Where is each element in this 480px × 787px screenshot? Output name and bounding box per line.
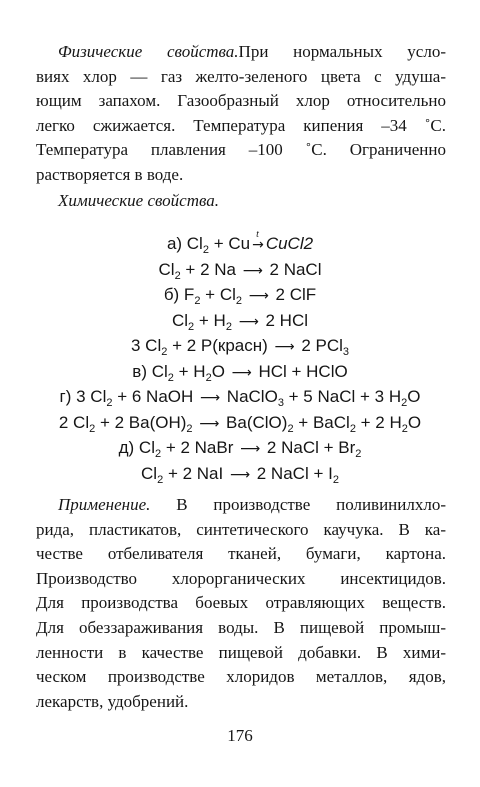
formula-text: + 2 P(красн) [167, 336, 273, 355]
formula-text: Cl [171, 310, 189, 330]
formula-text: б) F [163, 285, 195, 304]
subscript: 2 [89, 422, 96, 435]
formula-text: 2 Cl [58, 412, 90, 432]
subscript: 2 [401, 422, 408, 435]
subscript: 2 [332, 473, 339, 486]
formula-text: + 5 NaCl + 3 H [283, 387, 402, 406]
reaction-arrow: ⟶ [242, 262, 263, 279]
equation-line [0, 436, 480, 462]
reaction-arrow: ⟶ [229, 466, 251, 483]
paragraph-lead-in: Применение. [58, 495, 151, 514]
line-text: легко сжижается. Температура кипения –34 ˚С. [36, 115, 446, 135]
application-text-line [36, 591, 446, 616]
reaction-arrow: ⟶ [274, 339, 295, 355]
formula-text: + 2 NaBr [161, 438, 239, 457]
subscript: 2 [167, 371, 174, 384]
application-text-line [36, 542, 446, 567]
subscript: 2 [287, 422, 294, 435]
reaction-arrow: ⟶ [231, 364, 252, 381]
line-text: Температура плавления –100 ˚С. Ограниченно [36, 140, 446, 160]
equation-line [0, 385, 480, 411]
formula-text: 2 NaCl + Br [262, 438, 356, 457]
formula-text: + 2 NaI [163, 463, 228, 483]
subscript: 2 [161, 346, 168, 358]
physical-text-line [36, 40, 446, 65]
reaction-arrow: ⟶ [199, 415, 220, 432]
subscript: 2 [235, 295, 243, 307]
subscript: 3 [277, 397, 284, 409]
application-text-line [36, 493, 446, 518]
subscript: 2 [174, 269, 181, 282]
formula-text: д) Cl [118, 438, 155, 457]
application-text-line [36, 567, 446, 592]
physical-text-line [36, 163, 446, 188]
application-paragraph [36, 493, 446, 714]
formula-text: Ba(ClO) [221, 412, 288, 432]
formula-text: 2 ClF [270, 285, 317, 304]
formula-text: + BaCl [293, 412, 350, 432]
line-text: В производстве поливинилхло- [150, 495, 446, 514]
formula-text: + Cu [208, 234, 251, 253]
subscript: 2 [202, 244, 209, 256]
formula-text: O [407, 387, 421, 406]
formula-text: HCl + HClO [253, 361, 348, 381]
formula-text: + H [194, 310, 226, 330]
reaction-condition: t [256, 229, 259, 240]
formula-text: Cl [141, 463, 158, 483]
formula-text: 3 Cl [130, 336, 162, 355]
physical-text-line [36, 65, 446, 90]
formula-text: + Cl [200, 285, 236, 304]
physical-text-line [36, 138, 446, 163]
subscript: 3 [342, 346, 350, 358]
application-text-line [36, 518, 446, 543]
subscript: 2 [106, 397, 113, 409]
formula-text: 2 NaCl + I [252, 463, 333, 483]
subscript: 2 [186, 422, 193, 435]
chemical-equations-block [0, 229, 480, 487]
equation-line [0, 360, 480, 386]
page-number: 176 [227, 726, 253, 745]
formula-text: O [407, 412, 422, 432]
subscript: 2 [205, 371, 212, 384]
equation-line [0, 309, 480, 335]
application-text-line [36, 641, 446, 666]
line-text: Для производства боевых отравляющих веществ. [36, 593, 446, 613]
formula-text: + 2 Na [180, 259, 241, 279]
formula-text: CuCl2 [265, 234, 314, 253]
line-text: Производство хлорорганических инсектицидов. [36, 568, 446, 588]
subscript: 2 [154, 448, 162, 460]
reaction-arrow: ⟶ [200, 390, 221, 406]
arrow-with-condition [250, 229, 266, 258]
line-text: растворяется в воде. [36, 164, 184, 184]
reaction-arrow: ⟶ [248, 288, 269, 304]
paragraph-lead-in: Физические свойства. [58, 42, 239, 61]
equation-line [0, 334, 480, 360]
subscript: 2 [355, 448, 362, 460]
formula-text: а) Cl [166, 234, 203, 253]
formula-text: г) 3 Cl [59, 387, 107, 406]
line-text: При нормальных усло- [238, 42, 446, 61]
formula-text: + 2 H [355, 412, 402, 432]
line-text: ющим запахом. Газообразный хлор относительно [36, 91, 446, 111]
line-text: Для обеззараживания воды. В пищевой промыш- [36, 617, 446, 637]
line-text: честве отбеливателя тканей, бумаги, картона. [36, 544, 446, 564]
equation-line [0, 411, 480, 437]
subscript: 2 [188, 320, 195, 333]
physical-text-line [36, 89, 446, 114]
line-text: виях хлор — газ желто-зеленого цвета с удуша- [36, 66, 446, 86]
formula-text: 2 HCl [260, 310, 308, 330]
subscript: 2 [225, 320, 232, 333]
formula-text: + 2 Ba(OH) [95, 412, 187, 432]
equation-line [0, 258, 480, 284]
application-text-line [36, 665, 446, 690]
physical-text-line [36, 114, 446, 139]
reaction-arrow: ⟶ [238, 313, 259, 330]
formula-text: в) Cl [132, 361, 168, 381]
formula-text: + H [173, 361, 206, 381]
line-text: лекарств, удобрений. [36, 691, 189, 711]
formula-text: 2 NaCl [264, 259, 322, 279]
application-text-line [36, 616, 446, 641]
reaction-arrow: → [252, 237, 264, 253]
subscript: 2 [401, 397, 408, 409]
formula-text: O [211, 361, 230, 381]
formula-text: + 6 NaOH [112, 387, 198, 406]
line-text: ленности в качестве пищевой добавки. В хими- [36, 642, 446, 662]
line-text: рида, пластикатов, синтетического каучука. В ка- [36, 519, 446, 539]
formula-text [232, 311, 237, 330]
reaction-arrow: ⟶ [240, 441, 261, 457]
subscript: 2 [157, 473, 164, 486]
equation-line [0, 462, 480, 488]
equation-line [0, 229, 480, 258]
physical-properties-paragraph [36, 40, 446, 188]
application-text-line [36, 690, 446, 715]
equation-line [0, 283, 480, 309]
line-text: ческом производстве хлоридов металлов, ядов, [36, 667, 446, 687]
subscript: 2 [349, 422, 356, 435]
chemical-properties-heading: Химические свойства. [58, 191, 219, 210]
formula-text: Cl [158, 259, 175, 279]
subscript: 2 [194, 295, 201, 307]
formula-text: NaClO [222, 387, 278, 406]
formula-text: 2 PCl [296, 336, 343, 355]
